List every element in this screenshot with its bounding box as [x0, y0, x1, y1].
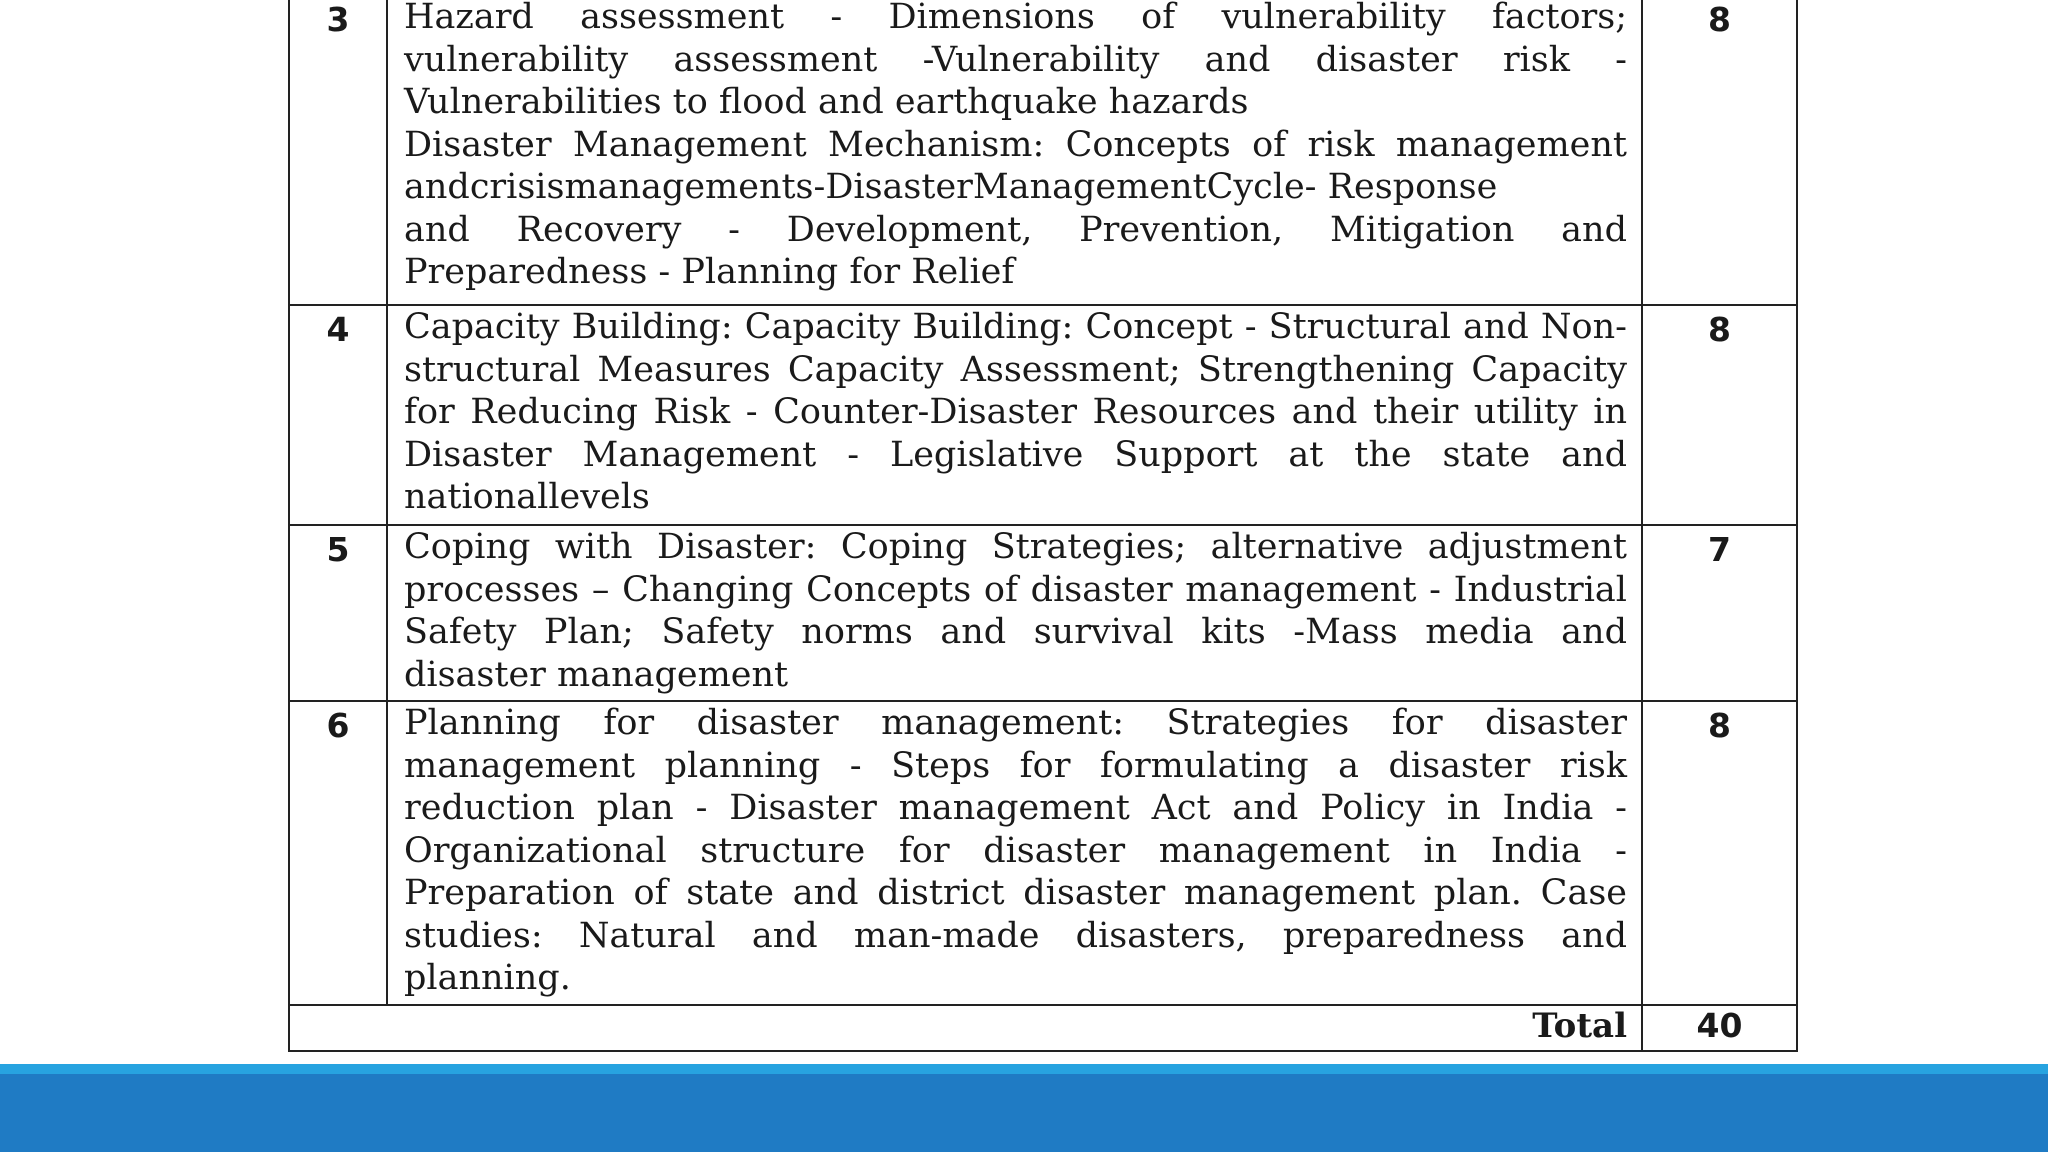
table-row-unit-6: [289, 701, 1797, 1005]
unit-number: 4: [289, 305, 387, 525]
unit-content: [387, 0, 1642, 305]
unit-content: [387, 525, 1642, 701]
total-label: Total: [289, 1005, 1642, 1051]
table-row-total: [289, 1005, 1797, 1051]
footer-stripe: [0, 1064, 2048, 1074]
content-paragraph: Planning for disaster management: Strategies for disaster management planning - Steps for formulating a disaster risk reduction plan - Disaster management Act and Policy in India - Organizational structure for disaster management in India - Preparation of state and district disaster management plan. Case studies: Natural and man-made disasters, preparedness and planning.: [404, 703, 1627, 998]
content-paragraph: and Recovery - Development, Prevention, Mitigation and Preparedness - Planning for Relief: [404, 209, 1627, 292]
unit-content: [387, 701, 1642, 1005]
unit-number: 3: [289, 0, 387, 305]
unit-hours: 8: [1642, 305, 1797, 525]
content-paragraph: Disaster Management Mechanism: Concepts of risk management andcrisismanagements-DisasterManagementCycle- Response: [404, 124, 1627, 207]
footer-bar: [0, 1064, 2048, 1152]
unit-content: [387, 305, 1642, 525]
unit-number: 5: [289, 525, 387, 701]
content-paragraph: Coping with Disaster: Coping Strategies; alternative adjustment processes – Changing Concepts of disaster management - Industrial Safety Plan; Safety norms and survival kits -Mass media and disaster management: [404, 527, 1627, 695]
content-paragraph: Capacity Building: Capacity Building: Concept - Structural and Non-structural Measures Capacity Assessment; Strengthening Capacity for Reducing Risk - Counter-Disaster Resources and their utility in Disaster Management - Legislative Support at the state and nationallevels: [404, 307, 1627, 517]
content-paragraph: Hazard assessment - Dimensions of vulnerability factors; vulnerability assessment -Vulnerability and disaster risk - Vulnerabilities to flood and earthquake hazards: [404, 0, 1627, 122]
syllabus-table: [288, 0, 1798, 1052]
table-row-unit-3: [289, 0, 1797, 305]
total-value: 40: [1642, 1005, 1797, 1051]
unit-hours: 8: [1642, 701, 1797, 1005]
unit-hours: 8: [1642, 0, 1797, 305]
table-row-unit-4: [289, 305, 1797, 525]
unit-hours: 7: [1642, 525, 1797, 701]
table-row-unit-5: [289, 525, 1797, 701]
unit-number: 6: [289, 701, 387, 1005]
